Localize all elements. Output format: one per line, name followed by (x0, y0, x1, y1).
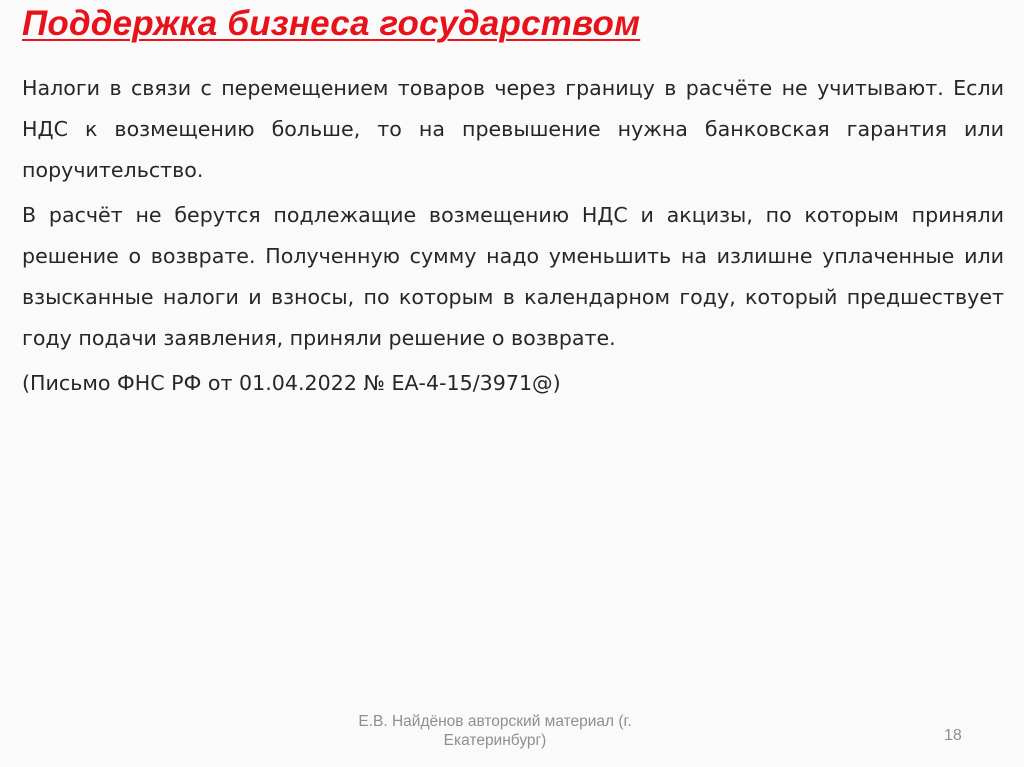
slide-body (22, 68, 1004, 408)
page-number: 18 (944, 727, 962, 744)
paragraph-letter-reference: (Письмо ФНС РФ от 01.04.2022 № ЕА-4-15/3971@) (22, 371, 561, 395)
slide-title: Поддержка бизнеса государством (22, 4, 641, 43)
slide-footer: Е.В. Найдёнов авторский материал (г. Екатеринбург) (358, 713, 632, 749)
paragraph-vat-excise: В расчёт не берутся подлежащие возмещению НДС и акцизы, по которым приняли решение о возврате. Полученную сумму надо уменьшить на излишне уплаченные или взысканные налоги и взносы, по которым в календарном году, который предшествует году подачи заявления, приняли решение о возврате. (22, 203, 1004, 350)
paragraph-taxes-border: Налоги в связи с перемещением товаров через границу в расчёте не учитывают. Если НДС к возмещению больше, то на превышение нужна банковская гарантия или поручительство. (22, 76, 1004, 182)
